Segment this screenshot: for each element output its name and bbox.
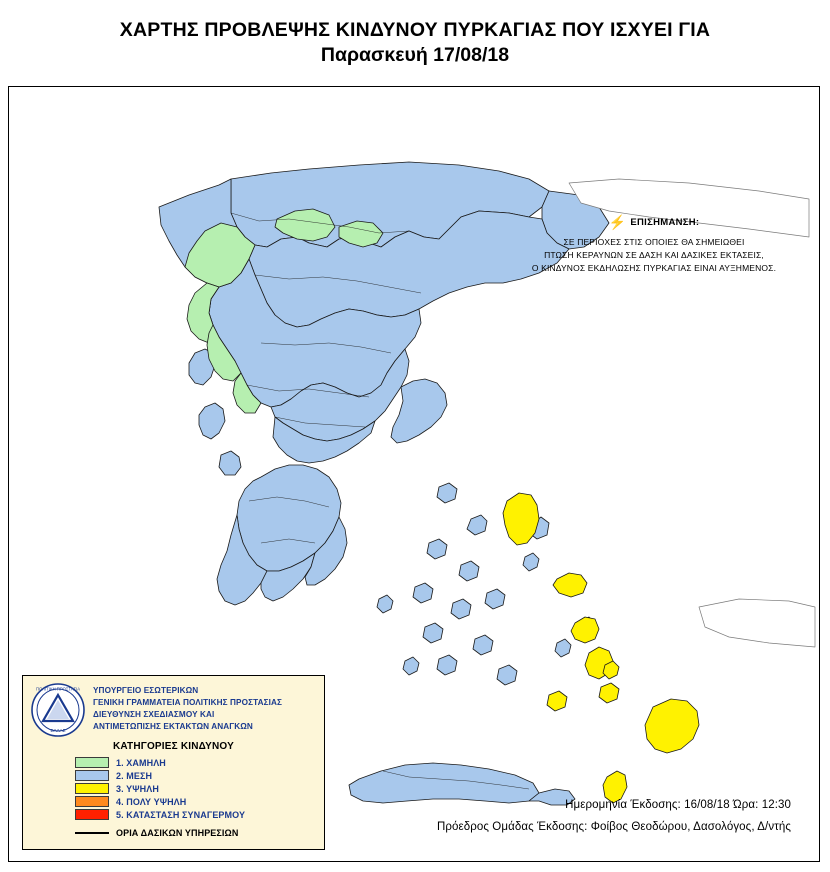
legend-swatch-very-high <box>75 796 109 807</box>
legend-label-medium: 2. ΜΕΣΗ <box>116 770 153 781</box>
high-risk-regions <box>503 493 699 803</box>
legend-label-alert: 5. ΚΑΤΑΣΤΑΣΗ ΣΥΝΑΓΕΡΜΟΥ <box>116 809 246 820</box>
legend-categories <box>31 756 316 821</box>
legend-row-4 <box>75 795 316 808</box>
title-line-2: Παρασκευή 17/08/18 <box>320 44 510 67</box>
warning-note-line-3: Ο ΚΙΝΔΥΝΟΣ ΕΚΔΗΛΩΣΗΣ ΠΥΡΚΑΓΙΑΣ ΕΙΝΑΙ ΑΥΞΗΜΕΝΟΣ. <box>531 263 777 274</box>
warning-note-line-1: ΣΕ ΠΕΡΙΟΧΕΣ ΣΤΙΣ ΟΠΟΙΕΣ ΘΑ ΣΗΜΕΙΩΘΕΙ <box>563 237 745 247</box>
svg-text:ΕΛΛΑΣ: ΕΛΛΑΣ <box>50 728 66 733</box>
warning-note-heading <box>509 215 799 229</box>
legend-label-high: 3. ΥΨΗΛΗ <box>116 783 159 794</box>
ministry-line-3: ΔΙΕΥΘΥΝΣΗ ΣΧΕΔΙΑΣΜΟΥ ΚΑΙ <box>93 709 215 719</box>
legend-row-5 <box>75 808 316 821</box>
svg-text:ΠΟΛΙΤΙΚΗ ΠΡΟΣΤΑΣΙΑ: ΠΟΛΙΤΙΚΗ ΠΡΟΣΤΑΣΙΑ <box>35 686 81 692</box>
lightning-bolt-icon: ⚡ <box>608 214 627 230</box>
legend-boundaries <box>31 828 316 838</box>
legend-label-low: 1. ΧΑΜΗΛΗ <box>116 757 166 768</box>
legend-label-very-high: 4. ΠΟΛΥ ΥΨΗΛΗ <box>116 796 187 807</box>
legend-row-1 <box>75 756 316 769</box>
warning-note <box>509 215 799 276</box>
ministry-line-2: ΓΕΝΙΚΗ ΓΡΑΜΜΑΤΕΙΑ ΠΟΛΙΤΙΚΗΣ ΠΡΟΣΤΑΣΙΑΣ <box>93 697 283 707</box>
civil-protection-emblem <box>31 683 85 737</box>
legend-label-boundaries: ΟΡΙΑ ΔΑΣΙΚΩΝ ΥΠΗΡΕΣΙΩΝ <box>116 828 239 838</box>
title-line-1: ΧΑΡΤΗΣ ΠΡΟΒΛΕΨΗΣ ΚΙΝΔΥΝΟΥ ΠΥΡΚΑΓΙΑΣ ΠΟΥ ΙΣΧΥΕΙ ΓΙΑ <box>119 19 711 41</box>
fire-risk-map <box>8 86 820 862</box>
issue-date-line: Ημερομηνία Έκδοσης: 16/08/18 Ώρα: 12:30 <box>565 799 791 812</box>
ministry-line-1: ΥΠΟΥΡΓΕΙΟ ΕΣΩΤΕΡΙΚΩΝ <box>93 686 199 695</box>
legend-row-2 <box>75 769 316 782</box>
ministry-line-4: ΑΝΤΙΜΕΤΩΠΙΣΗΣ ΕΚΤΑΚΤΩΝ ΑΝΑΓΚΩΝ <box>93 721 253 731</box>
boundary-line-sample <box>75 832 109 834</box>
legend <box>22 675 325 850</box>
warning-note-line-2: ΠΤΩΣΗ ΚΕΡΑΥΝΩΝ ΣΕ ΔΑΣΗ ΚΑΙ ΔΑΣΙΚΕΣ ΕΚΤΑΣΕΙΣ, <box>544 250 764 261</box>
ministry-text <box>93 683 282 733</box>
legend-swatch-high <box>75 783 109 794</box>
legend-swatch-low <box>75 757 109 768</box>
legend-title: ΚΑΤΗΓΟΡΙΕΣ ΚΙΝΔΥΝΟΥ <box>113 741 234 752</box>
chairman-line: Πρόεδρος Ομάδας Έκδοσης: Φοίβος Θεοδώρου, Δασολόγος, Δ/ντής <box>436 821 791 834</box>
page-title <box>0 0 830 69</box>
warning-note-body <box>509 236 799 276</box>
warning-note-heading-text: ΕΠΙΣΗΜΑΝΣΗ: <box>630 216 700 228</box>
legend-swatch-medium <box>75 770 109 781</box>
issue-info <box>437 795 791 839</box>
legend-swatch-alert <box>75 809 109 820</box>
legend-row-3 <box>75 782 316 795</box>
